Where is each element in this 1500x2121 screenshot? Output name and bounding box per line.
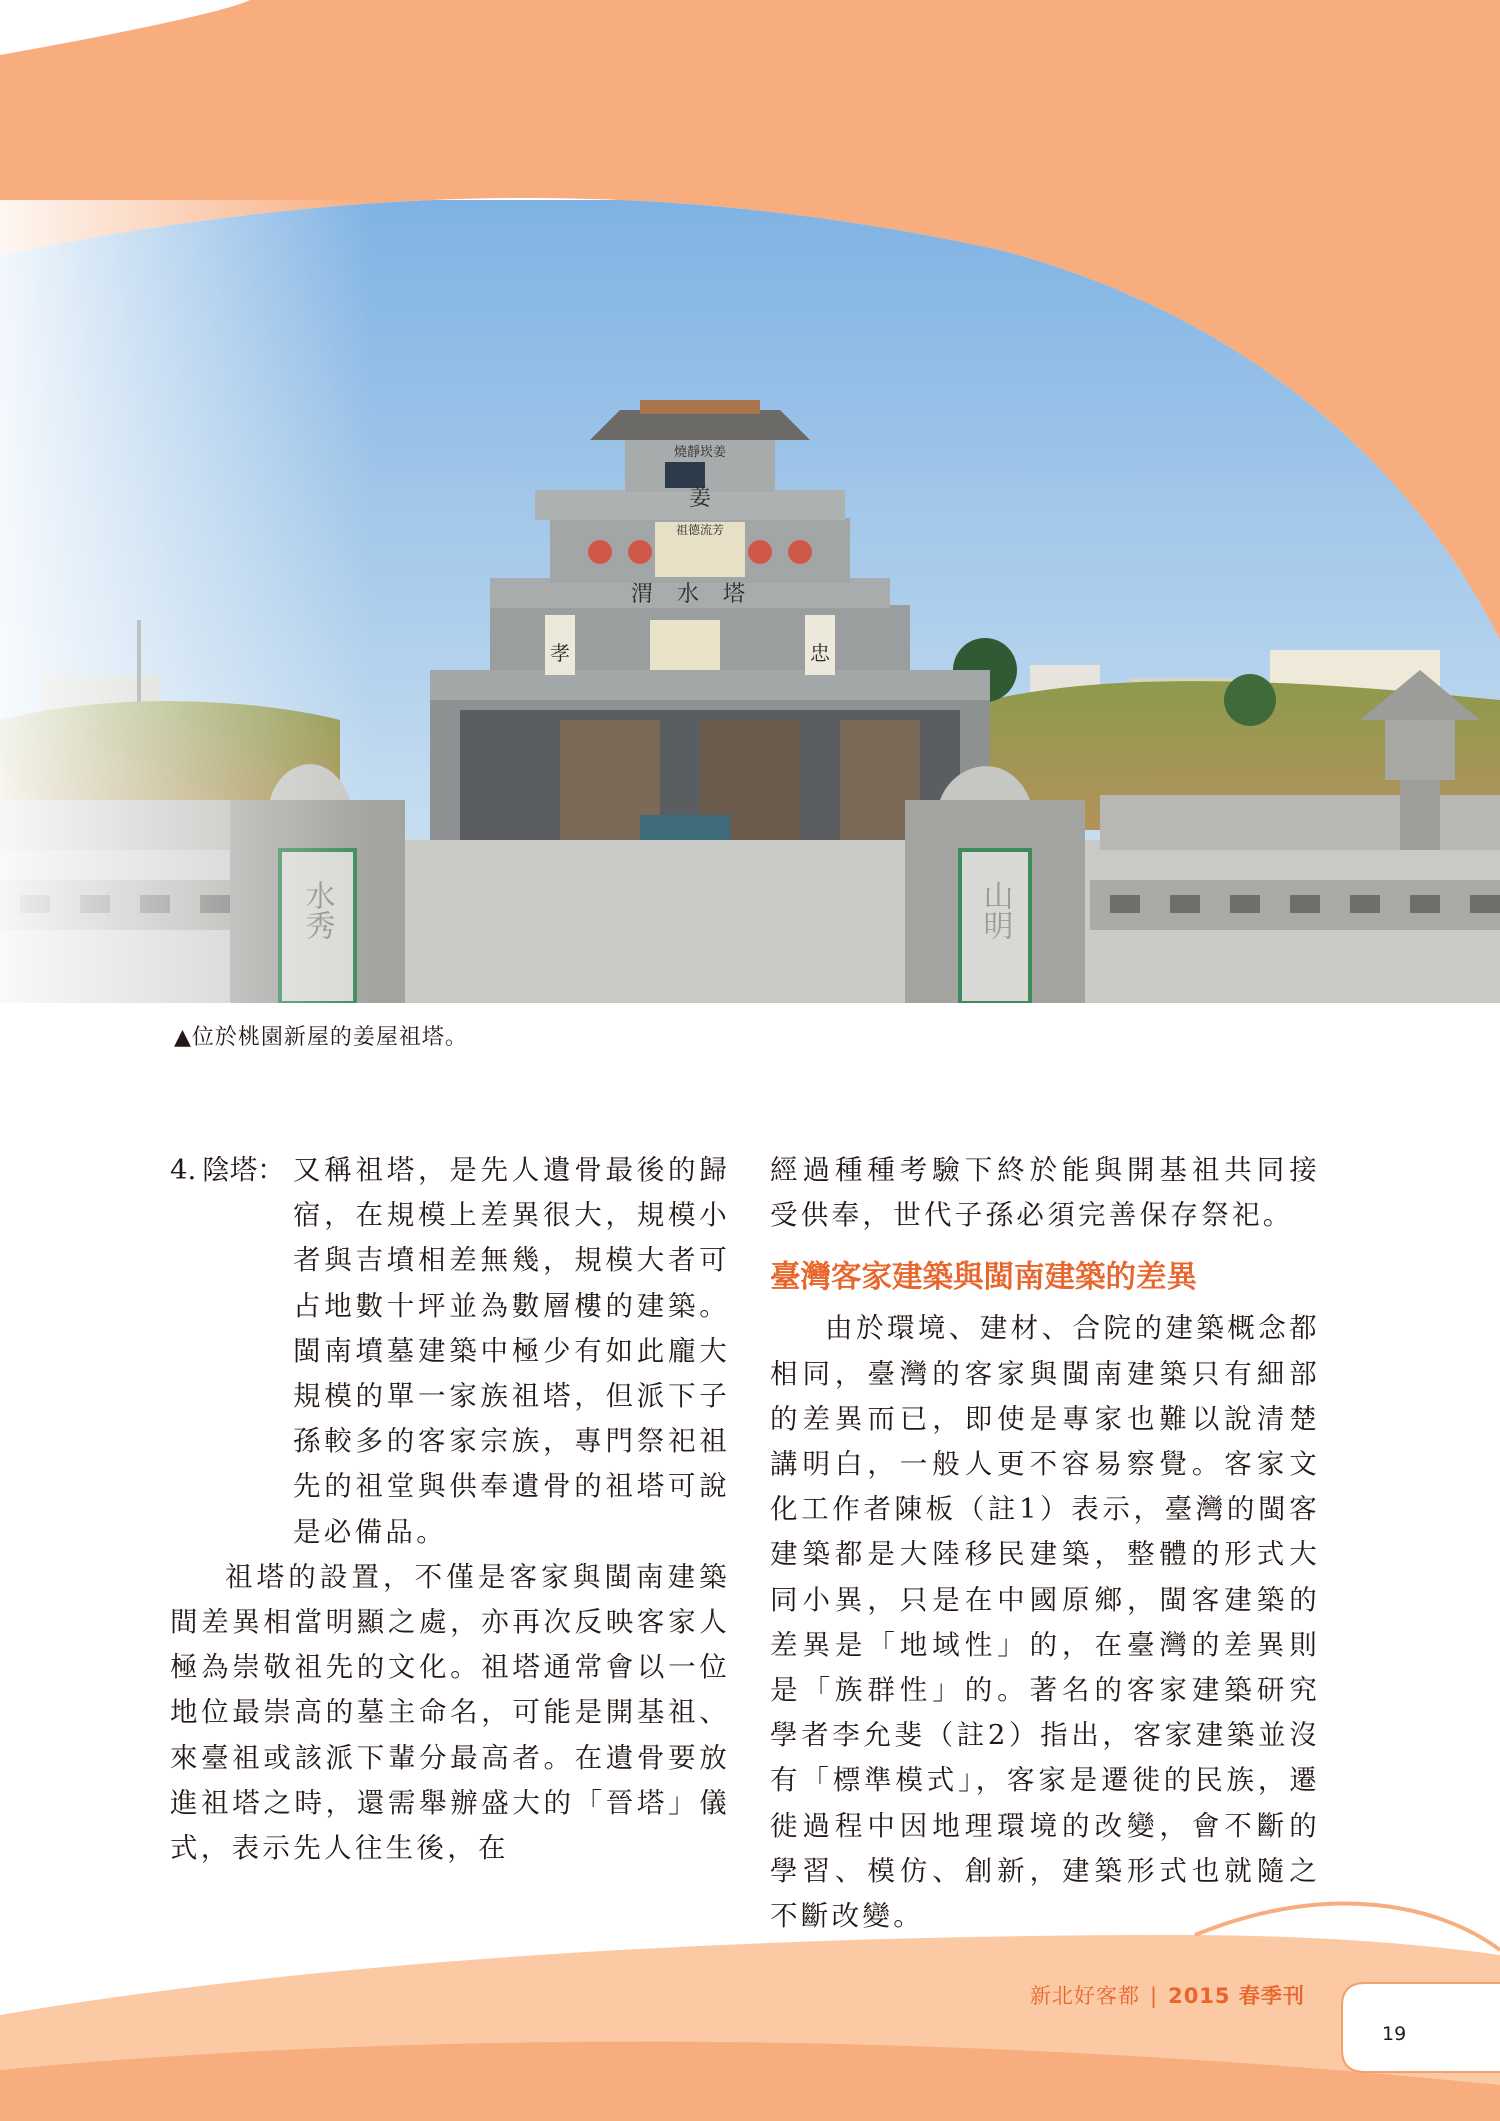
magazine-name: 新北好客都	[1030, 1984, 1140, 2008]
page-number: 19	[1382, 2023, 1407, 2045]
paragraph-ancestral-tower: 祖塔的設置，不僅是客家與閩南建築間差異相當明顯之處，亦再次反映客家人極為崇敬祖先的文化。祖塔通常會以一位地位最崇高的墓主命名，可能是開基祖、來臺祖或該派下輩分最高者。在遺骨要放進祖塔之時，還需舉辦盛大的「晉塔」儀式，表示先人往生後，在	[170, 1560, 730, 1865]
paragraph-differences: 由於環境、建材、合院的建築概念都相同，臺灣的客家與閩南建築只有細部的差異而已，即使是專家也難以說清楚講明白，一般人更不容易察覺。客家文化工作者陳板（註1）表示，臺灣的閩客建築都是大陸移民建築，整體的形式大同小異，只是在中國原鄉，閩客建築的差異是「地域性」的，在臺灣的差異則是「族群性」的。著名的客家建築研究學者李允斐（註2）指出，客家建築並沒有「標準模式」，客家是遷徙的民族，遷徙過程中因地理環境的改變，會不斷的學習、模仿、創新，建築形式也就隨之不斷改變。	[770, 1312, 1320, 1933]
list-item-head	[170, 1148, 285, 1193]
footer-title	[1030, 1980, 1305, 2010]
sign-name: 姜	[688, 486, 712, 511]
issue-label: 2015 春季刊	[1168, 1984, 1305, 2008]
separator-bar: |	[1150, 1984, 1159, 2008]
list-item-term: 陰塔：	[202, 1154, 285, 1186]
gate-inscription-right: 山明	[977, 880, 1013, 940]
sign-top: 燒靜崁姜	[673, 445, 727, 460]
sign-ancestor: 祖德流芳	[675, 523, 725, 537]
page-number-tab	[1342, 1983, 1500, 2072]
sign-left-pillar: 孝	[550, 641, 570, 665]
right-column	[770, 1148, 1320, 1939]
sign-tower: 渭水塔	[630, 582, 770, 607]
list-item-text: 又稱祖塔，是先人遺骨最後的歸宿，在規模上差異很大，規模小者與吉墳相差無幾，規模大者可占地數十坪並為數層樓的建築。閩南墳墓建築中極少有如此龐大規模的單一家族祖塔，但派下子孫較多的客家宗族，專門祭祀祖先的祖堂與供奉遺骨的祖塔可說是必備品。	[293, 1154, 730, 1548]
gate-inscription-left: 水秀	[299, 880, 335, 940]
photo-caption: ▲位於桃園新屋的姜屋祖塔。	[174, 1025, 468, 1050]
section-heading: 臺灣客家建築與閩南建築的差異	[770, 1260, 1197, 1296]
ancestral-tower-photo	[0, 200, 1500, 1003]
left-column	[170, 1148, 730, 1871]
list-item-number: 4.	[170, 1154, 197, 1186]
list-item-yin-tower	[170, 1148, 730, 1555]
paragraph-continuation: 經過種種考驗下終於能與開基祖共同接受供奉，世代子孫必須完善保存祭祀。	[770, 1154, 1320, 1232]
sign-right-pillar: 忠	[810, 641, 830, 665]
